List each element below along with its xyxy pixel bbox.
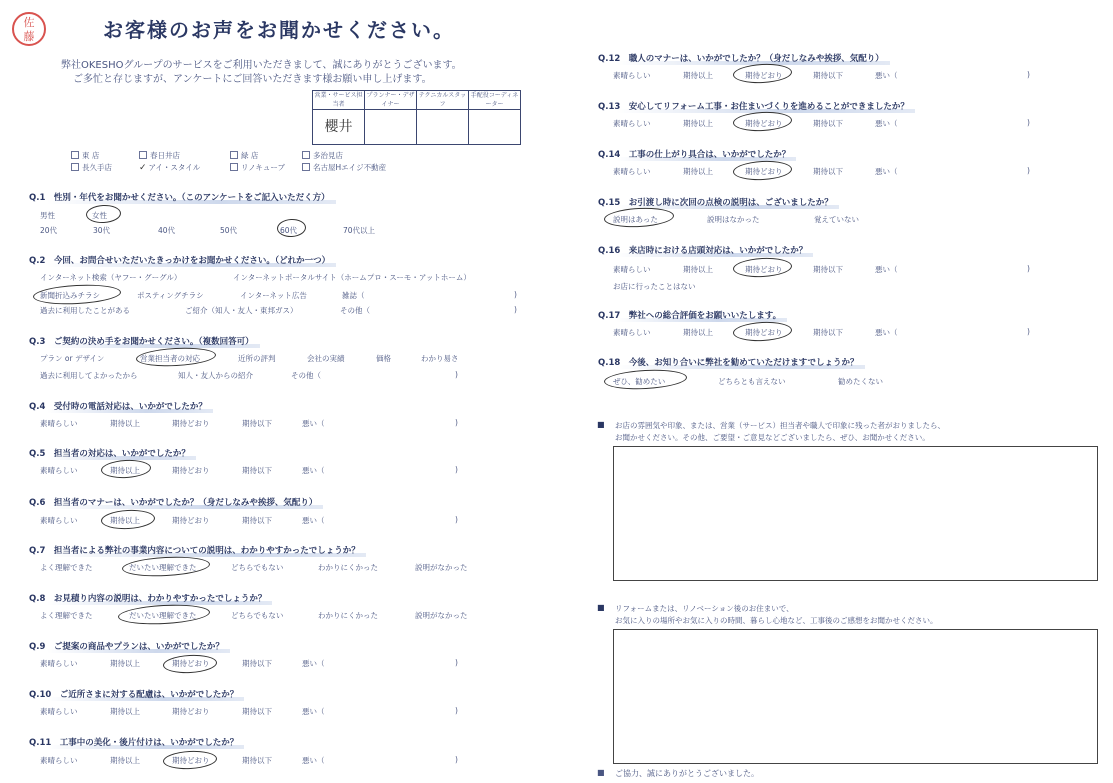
answer-option[interactable]: 悪い（ — [875, 265, 898, 274]
answer-option[interactable]: 期待以下 — [242, 419, 272, 428]
answer-option[interactable]: 過去に利用したことがある — [40, 306, 130, 315]
answer-option[interactable]: 期待以下 — [242, 659, 272, 668]
seal-character: 藤 — [23, 30, 35, 43]
answer-option[interactable]: 悪い（ — [302, 419, 325, 428]
answer-option[interactable]: お店に行ったことはない — [613, 282, 696, 291]
selection-circle — [733, 110, 793, 132]
selection-circle — [733, 62, 793, 84]
close-paren: ) — [1027, 327, 1030, 336]
selection-circle — [604, 368, 688, 391]
answer-option[interactable]: 期待以下 — [813, 328, 843, 337]
answer-option[interactable]: わかりにくかった — [318, 563, 378, 572]
answer-option[interactable]: 期待以上 — [110, 516, 140, 525]
answer-option[interactable]: 期待以下 — [242, 516, 272, 525]
selection-circle — [101, 509, 156, 531]
question-label: Q.16 来店時における店頭対応は、いかがでしたか？ — [598, 246, 808, 256]
answer-option[interactable]: 悪い（ — [875, 167, 898, 176]
question-label: Q.17 弊社への総合評価をお願いいたします。 — [598, 311, 782, 321]
staff-value-planner[interactable] — [365, 110, 417, 145]
staff-value-technical[interactable] — [417, 110, 469, 145]
selection-circle — [136, 346, 217, 368]
thanks-mark: ■ — [597, 768, 605, 777]
selection-circle — [733, 320, 793, 342]
answer-option[interactable]: 期待以下 — [242, 707, 272, 716]
staff-header-coordinator: 手配役コーディネーター — [469, 91, 521, 110]
answer-option[interactable]: だいたい理解できた — [129, 611, 197, 620]
store-option[interactable] — [302, 150, 343, 161]
selection-circle — [733, 159, 793, 181]
close-paren: ) — [455, 515, 458, 524]
staff-table — [312, 90, 521, 145]
selection-circle — [163, 654, 218, 675]
answer-option[interactable]: よく理解できた — [40, 611, 93, 620]
answer-option[interactable]: どちらでもない — [231, 611, 284, 620]
answer-option[interactable]: 期待以上 — [683, 265, 713, 274]
answer-option[interactable]: 新聞折込みチラシ — [40, 291, 100, 300]
close-paren: ) — [1027, 166, 1030, 175]
answer-option[interactable]: だいたい理解できた — [129, 563, 197, 572]
answer-option[interactable]: 期待どおり — [172, 707, 210, 716]
selection-circle — [733, 256, 793, 278]
seal-stamp — [12, 12, 46, 46]
answer-option[interactable]: 期待どおり — [172, 466, 210, 475]
answer-option[interactable]: 期待以下 — [242, 466, 272, 475]
question-label: Q.18 今後、お知り合いに弊社を勧めていただけますでしょうか？ — [598, 358, 859, 368]
checkbox-icon[interactable] — [302, 163, 310, 171]
answer-option[interactable]: 会社の実績 — [307, 354, 345, 363]
store-label: 名古屋Hエイジ不動産 — [313, 163, 387, 172]
question-label: Q.1 性別・年代をお聞かせください。（このアンケートをご記入いただく方） — [29, 193, 330, 203]
selection-circle — [122, 555, 211, 579]
answer-option[interactable]: 期待以上 — [110, 466, 140, 475]
question-label: Q.5 担当者の対応は、いかがでしたか？ — [29, 449, 190, 459]
selection-circle — [163, 750, 218, 771]
answer-option[interactable]: 期待以下 — [813, 71, 843, 80]
store-label: 長久手店 — [82, 163, 112, 172]
answer-option[interactable]: 期待どおり — [172, 659, 210, 668]
answer-option[interactable]: 素晴らしい — [613, 167, 651, 176]
answer-option[interactable]: 説明がなかった — [415, 563, 468, 572]
checkbox-icon[interactable] — [71, 163, 79, 171]
selection-circle — [101, 459, 152, 480]
store-label: 春日井店 — [150, 151, 180, 160]
checkbox-icon[interactable] — [71, 151, 79, 159]
answer-option[interactable]: 60代 — [280, 226, 298, 235]
answer-option[interactable]: 男性 — [40, 211, 55, 220]
answer-option[interactable]: どちらとも言えない — [718, 377, 786, 386]
answer-option[interactable]: 勧めたくない — [838, 377, 883, 386]
answer-option[interactable]: 期待どおり — [745, 328, 783, 337]
store-option[interactable] — [71, 162, 112, 173]
comment-1-mark: ■ — [597, 420, 605, 429]
close-paren: ) — [455, 755, 458, 764]
answer-option[interactable]: 期待以上 — [110, 419, 140, 428]
store-label: 東 店 — [82, 151, 100, 160]
answer-option[interactable]: インターネット検索（ヤフー・グーグル） — [40, 273, 182, 282]
answer-option[interactable]: その他（ — [291, 371, 321, 380]
answer-option[interactable]: ぜひ、勧めたい — [613, 377, 666, 386]
seal-character: 佐 — [23, 16, 35, 29]
question-label: Q.6 担当者のマナーは、いかがでしたか？（身だしなみや挨拶、気配り） — [29, 498, 318, 508]
answer-option[interactable]: 期待どおり — [745, 265, 783, 274]
store-label: アイ・スタイル — [148, 163, 201, 172]
answer-option[interactable]: 悪い（ — [875, 328, 898, 337]
close-paren: ) — [455, 370, 458, 379]
comment-1-textarea[interactable] — [613, 446, 1098, 581]
answer-option[interactable]: 期待どおり — [745, 167, 783, 176]
store-label: リノキューブ — [241, 163, 286, 172]
answer-option[interactable]: 価格 — [376, 354, 391, 363]
answer-option[interactable]: わかり易さ — [421, 354, 459, 363]
answer-option[interactable]: 期待以下 — [813, 167, 843, 176]
staff-value-coordinator[interactable] — [469, 110, 521, 145]
selection-circle — [118, 603, 211, 627]
answer-option[interactable]: その他（ — [340, 306, 370, 315]
question-label: Q.10 ご近所さまに対する配慮は、いかがでしたか？ — [29, 690, 239, 700]
question-label: Q.14 工事の仕上がり具合は、いかがでしたか？ — [598, 150, 791, 160]
comment-1-line-1: お店の雰囲気や印象、または、営業（サービス）担当者や職人で印象に残った者がおりましたら、 — [615, 421, 945, 430]
question-label: Q.2 今回、お問合せいただいたきっかけをお聞かせください。（どれか一つ） — [29, 256, 331, 266]
answer-option[interactable]: 悪い（ — [302, 707, 325, 716]
answer-option[interactable]: 期待以上 — [110, 659, 140, 668]
answer-option[interactable]: 期待どおり — [172, 419, 210, 428]
answer-option[interactable]: 雑誌（ — [342, 291, 365, 300]
close-paren: ) — [1027, 70, 1030, 79]
answer-option[interactable]: 期待以上 — [683, 119, 713, 128]
answer-option[interactable]: インターネットポータルサイト（ホームプロ・スーモ・アットホーム） — [233, 273, 471, 282]
answer-option[interactable]: 素晴らしい — [40, 707, 78, 716]
comment-2-mark: ■ — [597, 603, 605, 612]
store-label: 多治見店 — [313, 151, 343, 160]
close-paren: ) — [455, 418, 458, 427]
answer-option[interactable]: 素晴らしい — [40, 659, 78, 668]
answer-option[interactable]: 素晴らしい — [613, 119, 651, 128]
checkbox-icon[interactable] — [139, 151, 147, 159]
store-option[interactable] — [139, 150, 180, 161]
selection-circle — [86, 204, 122, 224]
checkbox-icon[interactable] — [230, 151, 238, 159]
answer-option[interactable]: 説明はなかった — [707, 215, 760, 224]
question-label: Q.3 ご契約の決め手をお聞かせください。（複数回答可） — [29, 337, 254, 347]
answer-option[interactable]: 悪い（ — [875, 71, 898, 80]
answer-option[interactable]: 素晴らしい — [613, 71, 651, 80]
answer-option[interactable]: 期待以下 — [242, 756, 272, 765]
staff-value-sales[interactable]: 櫻井 — [313, 110, 365, 145]
close-paren: ) — [455, 465, 458, 474]
close-paren: ) — [1027, 264, 1030, 273]
close-paren: ) — [514, 305, 517, 314]
question-label: Q.13 安心してリフォーム工事・お住まいづくりを進めることができましたか？ — [598, 102, 909, 112]
answer-option[interactable]: どちらでもない — [231, 563, 284, 572]
selection-circle — [33, 283, 122, 307]
store-option[interactable] — [71, 150, 99, 161]
checkbox-icon[interactable] — [230, 163, 238, 171]
answer-option[interactable]: ご紹介（知人・友人・東邦ガス） — [185, 306, 298, 315]
answer-option[interactable]: 期待以上 — [110, 756, 140, 765]
answer-option[interactable]: 説明はあった — [613, 215, 658, 224]
answer-option[interactable]: 営業担当者の対応 — [140, 354, 200, 363]
answer-option[interactable]: 期待どおり — [172, 756, 210, 765]
question-label: Q.8 お見積り内容の説明は、わかりやすかったでしょうか？ — [29, 594, 267, 604]
answer-option[interactable]: 悪い（ — [875, 119, 898, 128]
answer-option[interactable]: 素晴らしい — [40, 516, 78, 525]
staff-header-sales: 営業・サービス担当者 — [314, 92, 363, 108]
answer-option[interactable]: 期待以下 — [813, 119, 843, 128]
answer-option[interactable]: 素晴らしい — [40, 756, 78, 765]
close-paren: ) — [514, 290, 517, 299]
answer-option[interactable]: 悪い（ — [302, 659, 325, 668]
staff-header-planner: プランナー・デザイナー — [366, 92, 415, 108]
selection-circle — [277, 218, 307, 237]
answer-option[interactable]: 50代 — [220, 226, 238, 235]
store-option[interactable] — [139, 162, 200, 173]
answer-option[interactable]: 期待以上 — [683, 71, 713, 80]
store-option[interactable] — [302, 162, 386, 173]
answer-option[interactable]: 期待以上 — [683, 167, 713, 176]
answer-option[interactable]: 悪い（ — [302, 756, 325, 765]
question-label: Q.9 ご提案の商品やプランは、いかがでしたか？ — [29, 642, 224, 652]
answer-option[interactable]: 期待どおり — [172, 516, 210, 525]
answer-option[interactable]: 説明がなかった — [415, 611, 468, 620]
answer-option[interactable]: よく理解できた — [40, 563, 93, 572]
answer-option[interactable]: 40代 — [158, 226, 176, 235]
answer-option[interactable]: 70代以上 — [343, 226, 376, 235]
intro-line-2: ご多忙と存じますが、アンケートにご回答いただきます様お願い申し上げます。 — [73, 74, 432, 85]
answer-option[interactable]: プラン or デザイン — [40, 354, 105, 363]
answer-option[interactable]: 期待どおり — [745, 71, 783, 80]
answer-option[interactable]: 素晴らしい — [613, 265, 651, 274]
question-label: Q.4 受付時の電話対応は、いかがでしたか？ — [29, 402, 207, 412]
answer-option[interactable]: ポスティングチラシ — [137, 291, 204, 300]
store-option[interactable] — [230, 150, 258, 161]
answer-option[interactable]: 素晴らしい — [40, 419, 78, 428]
thanks-message: ご協力、誠にありがとうございました。 — [615, 769, 759, 778]
answer-option[interactable]: 素晴らしい — [613, 328, 651, 337]
answer-option[interactable]: 女性 — [92, 211, 107, 220]
answer-option[interactable]: 悪い（ — [302, 466, 325, 475]
answer-option[interactable]: 素晴らしい — [40, 466, 78, 475]
answer-option[interactable]: 知人・友人からの紹介 — [178, 371, 253, 380]
intro-line-1: 弊社OKESHOグループのサービスをご利用いただきまして、誠にありがとうございます。 — [61, 60, 462, 71]
answer-option[interactable]: 過去に利用してよかったから — [40, 371, 138, 380]
answer-option[interactable]: 30代 — [93, 226, 111, 235]
answer-option[interactable]: わかりにくかった — [318, 611, 378, 620]
staff-header-technical: テクニカルスタッフ — [417, 91, 469, 110]
comment-2-line-1: リフォームまたは、リノベーション後のお住まいで、 — [615, 604, 794, 613]
selection-circle — [604, 206, 675, 229]
answer-option[interactable]: 期待どおり — [745, 119, 783, 128]
close-paren: ) — [455, 706, 458, 715]
question-label: Q.12 職人のマナーは、いかがでしたか？（身だしなみや挨拶、気配り） — [598, 54, 884, 64]
answer-option[interactable]: 20代 — [40, 226, 58, 235]
answer-option[interactable]: 近所の評判 — [238, 354, 276, 363]
answer-option[interactable]: 悪い（ — [302, 516, 325, 525]
answer-option[interactable]: 期待以上 — [110, 707, 140, 716]
comment-2-line-2: お気に入りの場所やお気に入りの時間、暮らし心地など、工事後のご感想をお聞かせください。 — [615, 616, 938, 625]
answer-option[interactable]: 期待以下 — [813, 265, 843, 274]
question-label: Q.7 担当者による弊社の事業内容についての説明は、わかりやすかったでしょうか？ — [29, 546, 360, 556]
checkmark-icon[interactable]: ✓ — [139, 163, 147, 173]
answer-option[interactable]: 覚えていない — [814, 215, 859, 224]
close-paren: ) — [1027, 118, 1030, 127]
store-option[interactable] — [230, 162, 285, 173]
question-label: Q.15 お引渡し時に次回の点検の説明は、ございましたか？ — [598, 198, 833, 208]
answer-option[interactable]: 期待以上 — [683, 328, 713, 337]
answer-option[interactable]: インターネット広告 — [240, 291, 307, 300]
comment-2-textarea[interactable] — [613, 629, 1098, 764]
store-label: 緑 店 — [241, 151, 259, 160]
question-label: Q.11 工事中の美化・後片付けは、いかがでしたか？ — [29, 738, 239, 748]
page-title: お客様のお声をお聞かせください。 — [103, 18, 455, 42]
comment-1-line-2: お聞かせください。その他、ご要望・ご意見などございましたら、ぜひ、お聞かせください。 — [615, 433, 930, 442]
checkbox-icon[interactable] — [302, 151, 310, 159]
close-paren: ) — [455, 658, 458, 667]
